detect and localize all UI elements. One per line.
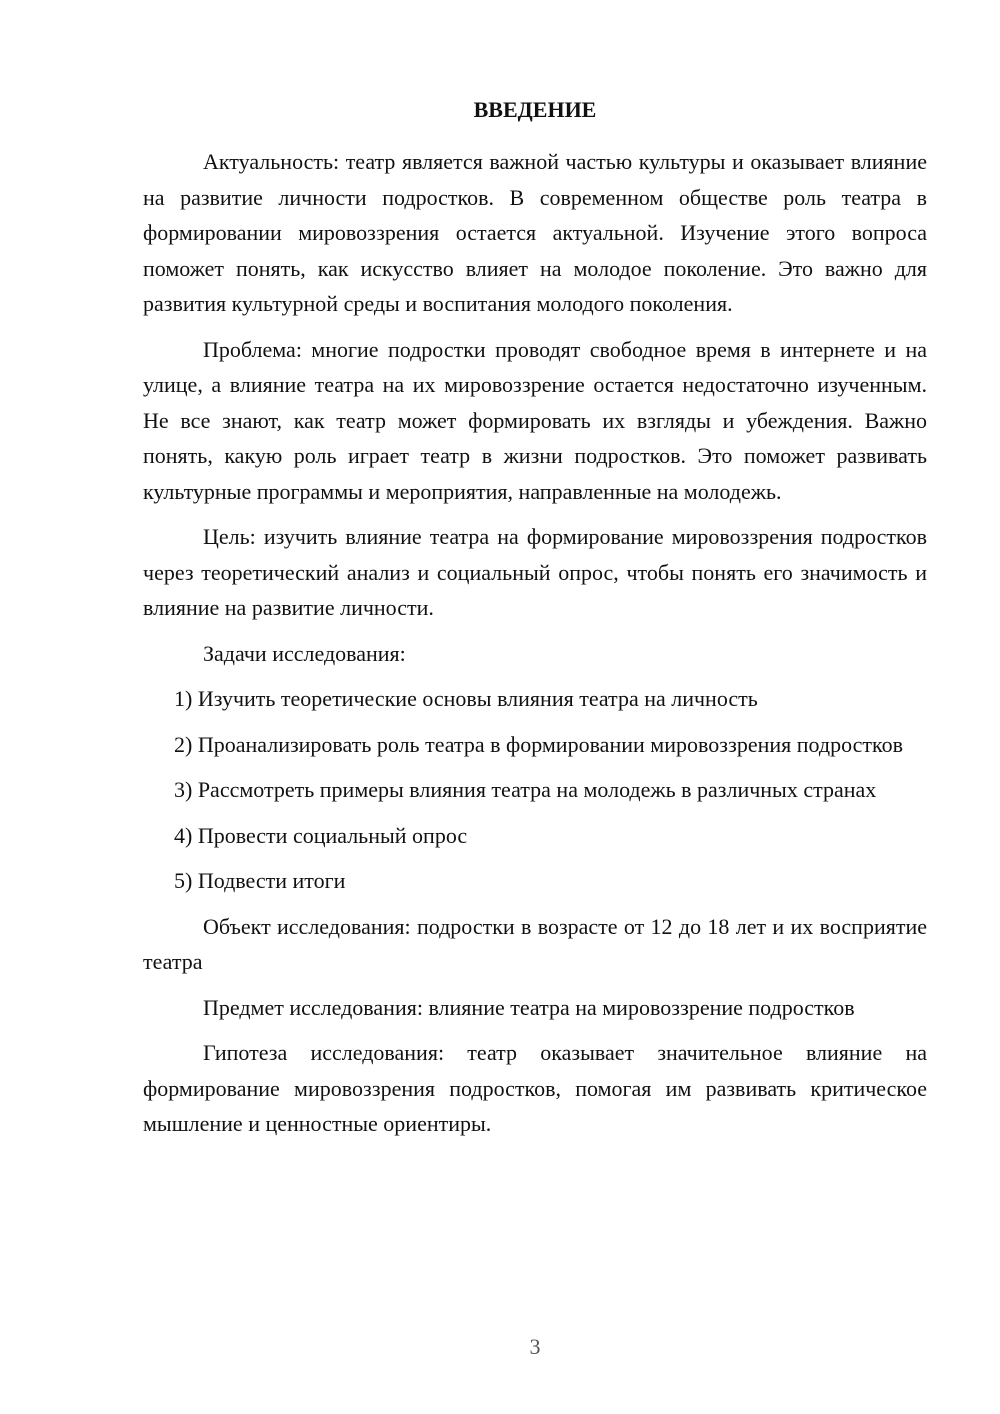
document-page	[143, 94, 927, 1142]
page-number: 3	[529, 1334, 541, 1359]
task-item-4: 4) Провести социальный опрос	[174, 822, 468, 848]
tasks-heading: Задачи исследования:	[203, 640, 406, 666]
task-item-1: 1) Изучить теоретические основы влияния театра на личность	[174, 686, 758, 711]
relevance-paragraph: Актуальность: театр является важной частью культуры и оказывает влияние на развитие личности подростков. В современном обществе роль театра в формировании мировоззрения остается актуальной. Изучение этого вопроса поможет понять, как искусство влияет на молодое поколение. Это важно для развития культурной среды и воспитания молодого поколения.	[143, 149, 927, 316]
task-item-2: 2) Проанализировать роль театра в формировании мировоззрения подростков	[174, 731, 903, 757]
object-paragraph: Объект исследования: подростки в возрасте от 12 до 18 лет и их восприятие театра	[143, 913, 927, 974]
subject-paragraph: Предмет исследования: влияние театра на мировоззрение подростков	[203, 994, 855, 1020]
task-item-3: 3) Рассмотреть примеры влияния театра на молодежь в различных странах	[174, 777, 877, 802]
problem-paragraph: Проблема: многие подростки проводят свободное время в интернете и на улице, а влияние театра на их мировоззрение остается недостаточно изученным. Не все знают, как театр может формировать их взгляды и убеждения. Важно понять, какую роль играет театр в жизни подростков. Это поможет развивать культурные программы и мероприятия, направленные на молодежь.	[143, 336, 927, 504]
page-title: ВВЕДЕНИЕ	[473, 97, 597, 122]
hypothesis-paragraph: Гипотеза исследования: театр оказывает значительное влияние на формирование мировоззрения подростков, помогая им развивать критическое мышление и ценностные ориентиры.	[143, 1040, 927, 1136]
task-item-5: 5) Подвести итоги	[174, 868, 346, 893]
goal-paragraph: Цель: изучить влияние театра на формирование мировоззрения подростков через теоретический анализ и социальный опрос, чтобы понять его значимость и влияние на развитие личности.	[143, 524, 927, 620]
